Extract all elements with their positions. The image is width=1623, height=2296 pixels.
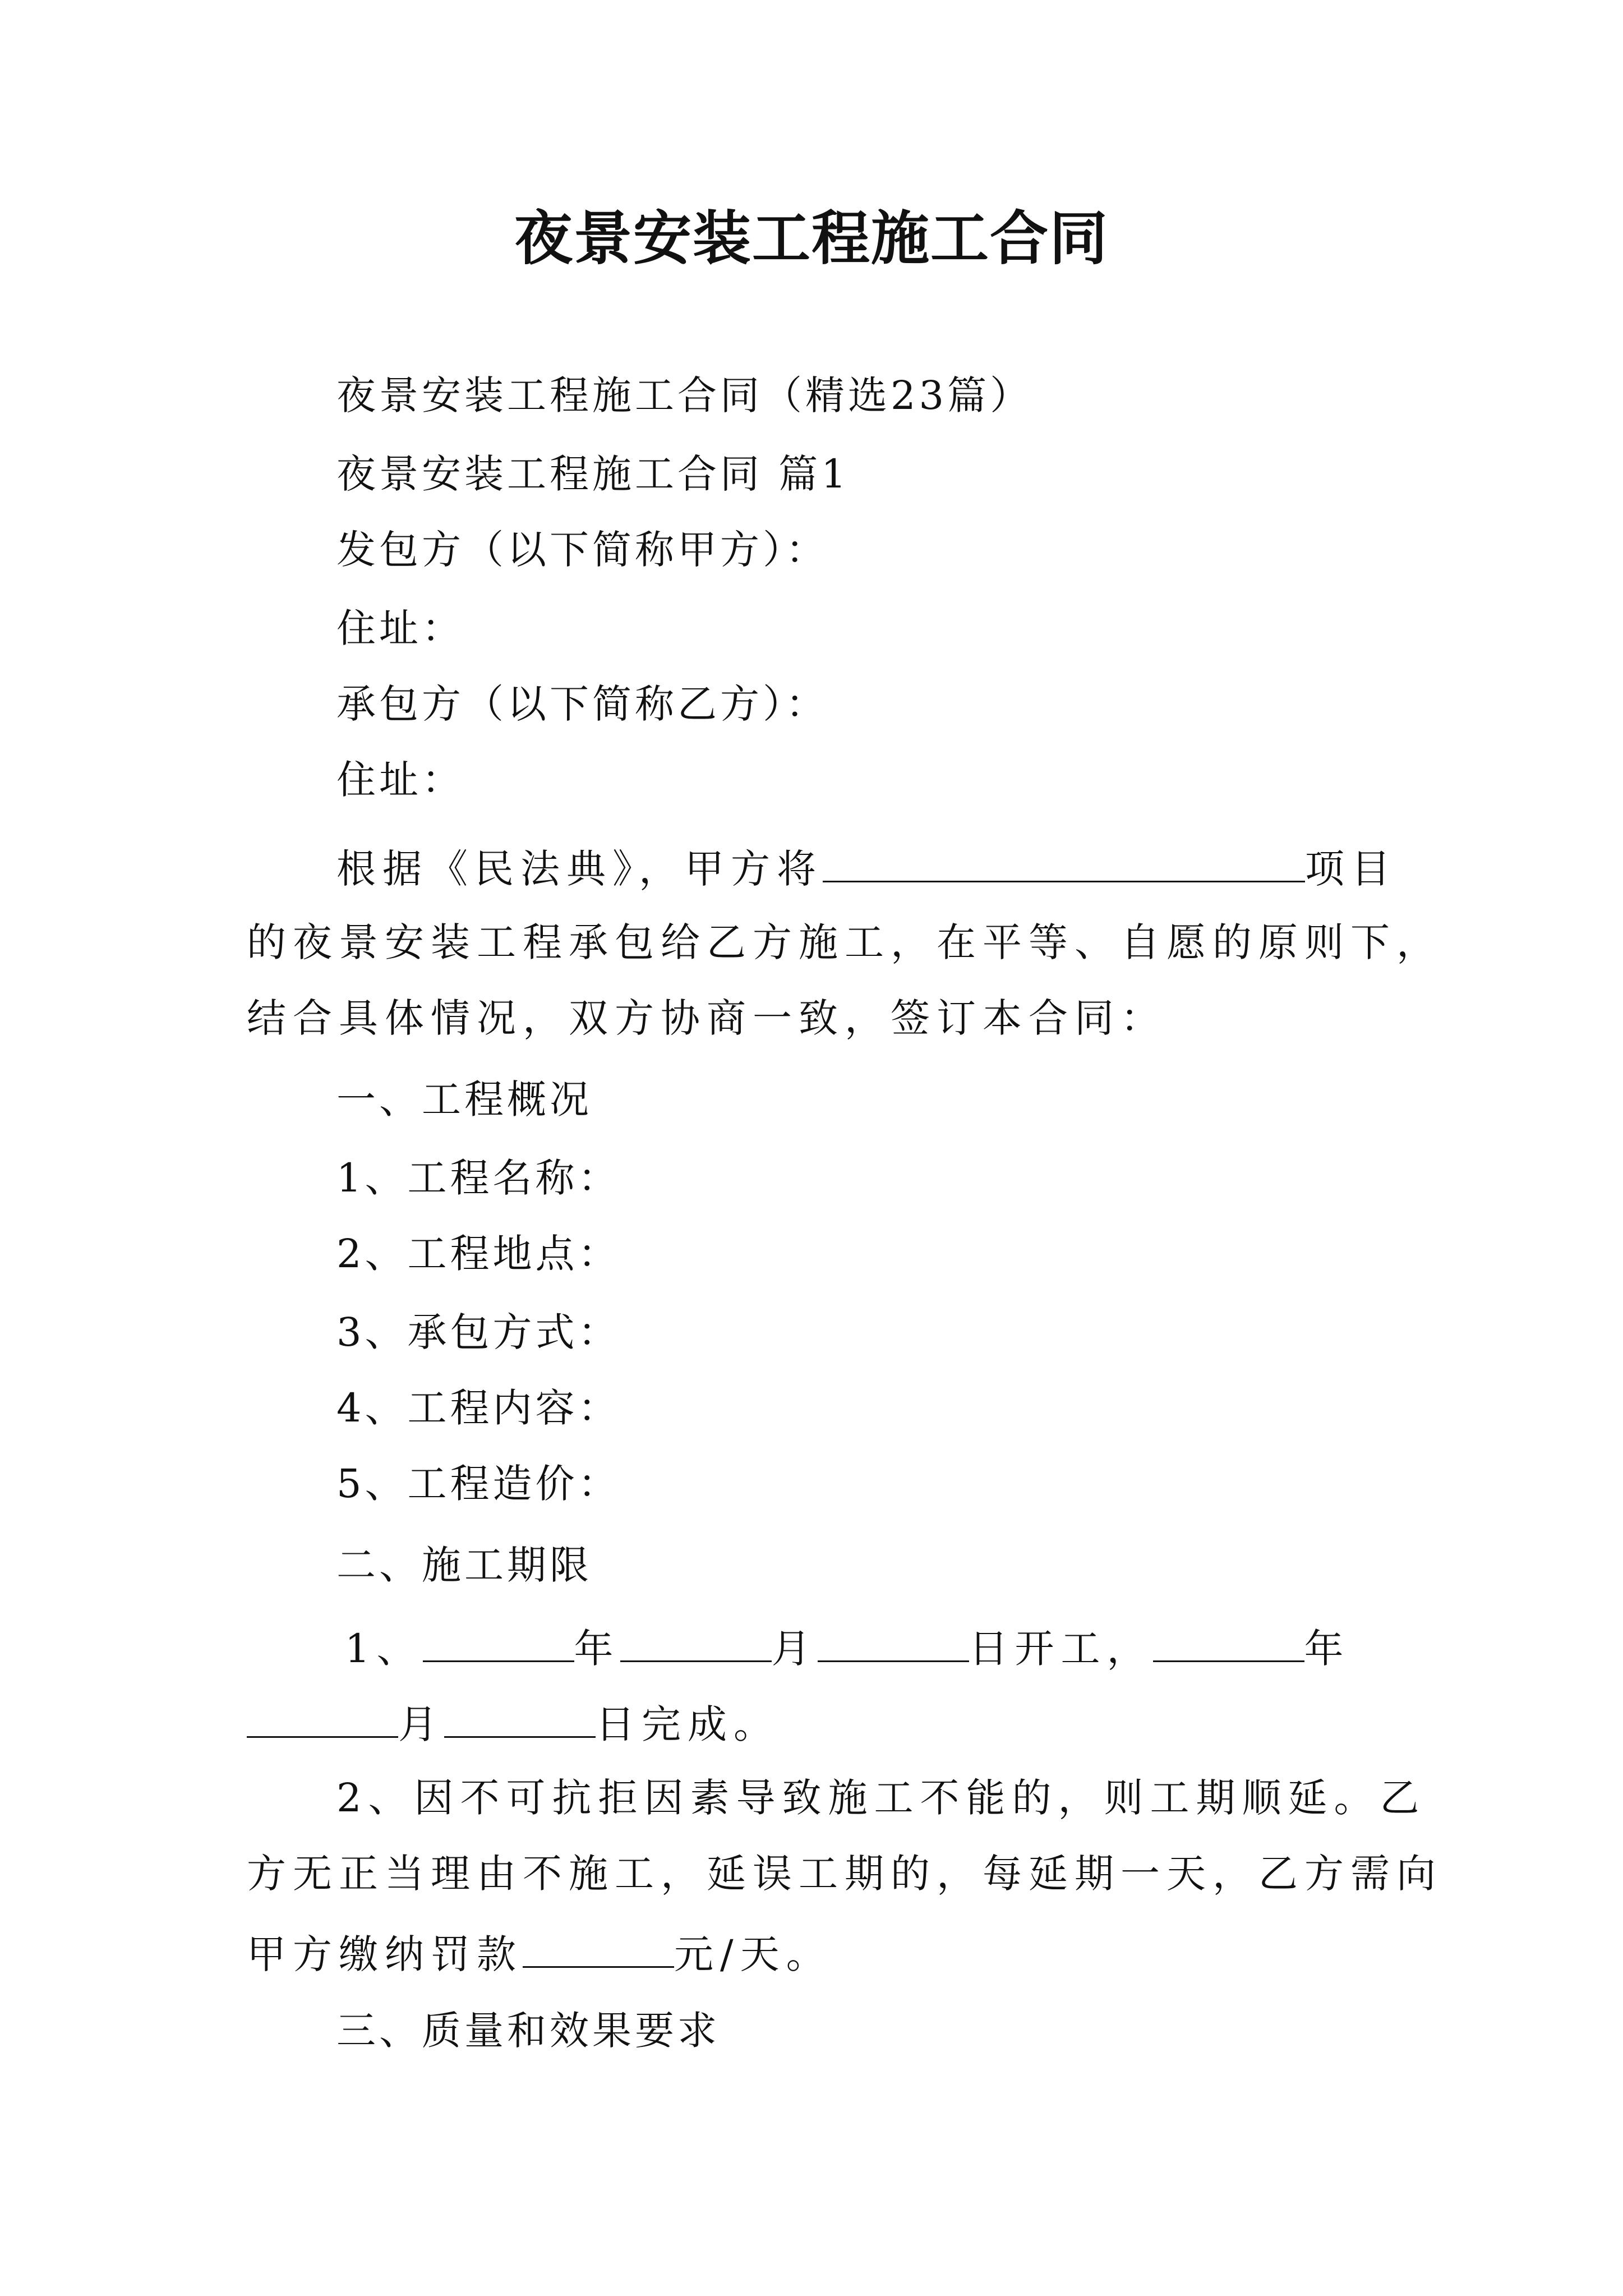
intro-text-a: 根据《民法典》，甲方将 bbox=[336, 846, 823, 892]
document-title: 夜景安装工程施工合同 bbox=[514, 204, 1109, 273]
item-5: 5、工程造价： bbox=[336, 1461, 621, 1507]
chapter-heading: 夜景安装工程施工合同 篇1 bbox=[336, 451, 850, 497]
start-day-blank bbox=[818, 1621, 969, 1662]
penalty-text-a: 甲方缴纳罚款 bbox=[247, 1931, 523, 1977]
item-3: 3、承包方式： bbox=[336, 1309, 621, 1355]
party-a-line: 发包方（以下简称甲方）： bbox=[336, 527, 828, 573]
project-blank bbox=[823, 841, 1305, 882]
subtitle: 夜景安装工程施工合同（精选23篇） bbox=[336, 372, 1033, 418]
section-2-heading: 二、施工期限 bbox=[336, 1542, 592, 1588]
end-month-blank bbox=[247, 1697, 398, 1738]
address-a-line: 住址： bbox=[336, 605, 464, 651]
item-2: 2、工程地点： bbox=[336, 1231, 621, 1277]
section-1-heading: 一、工程概况 bbox=[336, 1076, 592, 1122]
period-item-number: 1、 bbox=[345, 1626, 423, 1672]
delay-line-1: 2、因不可抗拒因素导致施工不能的，则工期顺延。乙 bbox=[336, 1775, 1426, 1821]
start-day-label: 日开工， bbox=[969, 1626, 1153, 1672]
start-year-blank bbox=[423, 1621, 574, 1662]
end-year-blank bbox=[1153, 1621, 1304, 1662]
period-line-2 bbox=[247, 1697, 1391, 1750]
delay-line-2: 方无正当理由不施工，延误工期的，每延期一天，乙方需向 bbox=[247, 1851, 1442, 1897]
penalty-text-b: 元/天。 bbox=[674, 1931, 832, 1977]
penalty-amount-blank bbox=[523, 1927, 674, 1968]
intro-line-3: 结合具体情况，双方协商一致，签订本合同： bbox=[247, 995, 1166, 1041]
end-day-label: 日完成。 bbox=[596, 1701, 780, 1747]
end-year-label: 年 bbox=[1304, 1626, 1350, 1672]
address-b-line: 住址： bbox=[336, 757, 464, 803]
intro-line-2: 的夜景安装工程承包给乙方施工，在平等、自愿的原则下， bbox=[247, 919, 1442, 965]
party-b-line: 承包方（以下简称乙方）： bbox=[336, 681, 828, 727]
start-month-label: 月 bbox=[771, 1626, 818, 1672]
end-day-blank bbox=[444, 1697, 596, 1738]
delay-line-3 bbox=[247, 1927, 1391, 1980]
start-year-label: 年 bbox=[574, 1626, 620, 1672]
intro-text-b: 项目 bbox=[1305, 846, 1397, 892]
section-3-heading: 三、质量和效果要求 bbox=[336, 2008, 720, 2054]
item-4: 4、工程内容： bbox=[336, 1385, 621, 1431]
period-line-1 bbox=[345, 1621, 1489, 1674]
intro-line-1 bbox=[336, 841, 1481, 894]
end-month-label: 月 bbox=[398, 1701, 444, 1747]
item-1: 1、工程名称： bbox=[336, 1155, 621, 1201]
start-month-blank bbox=[620, 1621, 772, 1662]
